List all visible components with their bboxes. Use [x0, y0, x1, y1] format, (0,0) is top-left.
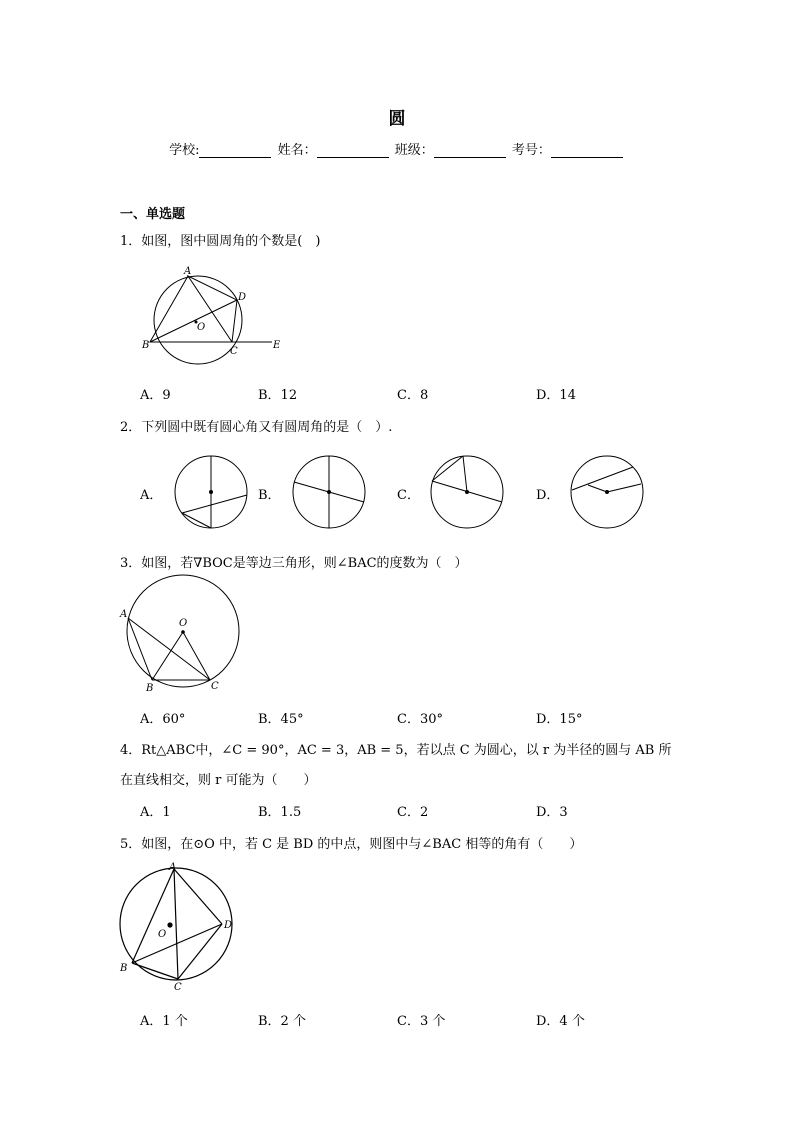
q1-option-a[interactable]: A．9 [140, 388, 171, 403]
q3-option-c[interactable]: C．30° [397, 712, 443, 727]
fig5-label-o: O [158, 929, 167, 940]
fig1-label-b: B [142, 340, 150, 351]
q5-option-a[interactable]: A．1 个 [140, 1014, 188, 1029]
question-3-figure [118, 575, 248, 695]
name-label: 姓名： [277, 143, 317, 158]
q4-option-c[interactable]: C．2 [397, 805, 429, 820]
q5-option-b[interactable]: B．2 个 [258, 1014, 306, 1029]
fig1-label-c: C [230, 346, 238, 357]
section-heading: 一、单选题 [120, 207, 186, 222]
exam-no-blank[interactable] [551, 144, 623, 158]
fig1-label-d: D [238, 292, 247, 303]
fig1-label-e: E [273, 340, 281, 351]
q4-option-d[interactable]: D．3 [536, 805, 568, 820]
q1-option-c[interactable]: C．8 [397, 388, 429, 403]
fig3-label-b: B [146, 683, 154, 694]
fig3-label-c: C [211, 681, 219, 692]
q2-option-a[interactable]: A． [140, 488, 163, 503]
q2-figure-d [570, 455, 644, 529]
fig5-label-a: A [169, 862, 177, 873]
q2-option-b[interactable]: B． [258, 488, 281, 503]
page-title: 圆 [388, 109, 406, 129]
question-5-stem: 5．如图，在⊙O 中，若 C 是 BD 的中点，则图中与∠BAC 相等的角有（ ） [120, 837, 583, 852]
q5-option-c[interactable]: C．3 个 [397, 1014, 446, 1029]
question-3-stem: 3．如图，若∇BOC是等边三角形，则∠BAC的度数为（ ） [120, 556, 468, 571]
exam-no-label: 考号： [511, 143, 551, 158]
q3-option-a[interactable]: A．60° [140, 712, 186, 727]
q2-figure-a [174, 455, 248, 529]
q2-figure-b [292, 455, 366, 529]
question-2-stem: 2．下列圆中既有圆心角又有圆周角的是（ ）. [120, 420, 393, 435]
question-1-stem: 1．如图，图中圆周角的个数是( ) [120, 234, 321, 249]
fig5-label-c: C [174, 982, 182, 993]
fig3-label-a: A [120, 609, 128, 620]
name-blank[interactable] [317, 144, 389, 158]
q1-option-b[interactable]: B．12 [258, 388, 298, 403]
question-5-figure [118, 862, 243, 992]
school-blank[interactable] [199, 144, 271, 158]
fig3-label-o: O [179, 618, 188, 629]
q2-option-d[interactable]: D． [536, 488, 560, 503]
q2-figure-c [430, 455, 504, 529]
fig5-label-b: B [120, 963, 128, 974]
q3-option-b[interactable]: B．45° [258, 712, 304, 727]
question-1-figure [140, 262, 290, 362]
question-4-stem-line1: 4．Rt△ABC中，∠C = 90°，AC = 3，AB = 5，若以点 C 为圆心，以 r 为半径的圆与 AB 所 [120, 743, 672, 758]
q3-option-d[interactable]: D．15° [536, 712, 583, 727]
fig1-label-a: A [184, 266, 192, 277]
q1-option-d[interactable]: D．14 [536, 388, 576, 403]
student-info-line [0, 139, 794, 158]
q2-option-c[interactable]: C． [397, 488, 420, 503]
fig1-label-o: O [197, 322, 206, 333]
fig5-label-d: D [224, 920, 233, 931]
school-label: 学校: [169, 143, 200, 158]
class-blank[interactable] [434, 144, 506, 158]
class-label: 班级： [394, 143, 434, 158]
q4-option-b[interactable]: B．1.5 [258, 805, 302, 820]
q5-option-d[interactable]: D．4 个 [536, 1014, 585, 1029]
question-4-stem-line2: 在直线相交，则 r 可能为（ ） [120, 773, 317, 788]
q4-option-a[interactable]: A．1 [140, 805, 171, 820]
